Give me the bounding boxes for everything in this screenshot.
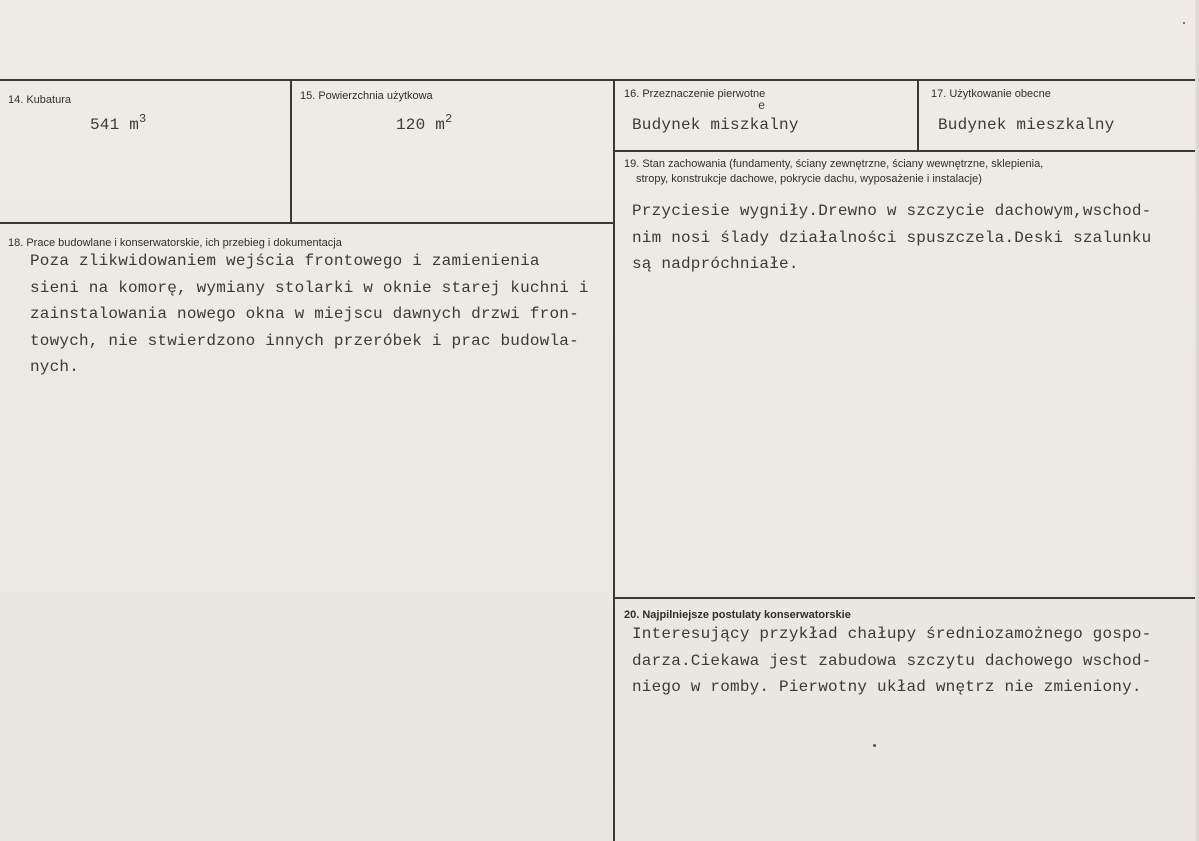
- field-18-line: Poza zlikwidowaniem wejścia frontowego i zamienienia: [30, 252, 540, 270]
- field-20-label: 20. Najpilniejsze postulaty konserwatorskie: [624, 609, 851, 621]
- field-18-line: towych, nie stwierdzono innych przeróbek i prac budowla-: [30, 331, 579, 350]
- field-14-value: [90, 112, 147, 134]
- field-17-value: Budynek mieszkalny: [938, 116, 1115, 134]
- field-17-label: 17. Użytkowanie obecne: [931, 88, 1051, 100]
- field-20-text: [632, 621, 1151, 701]
- field-20-line: darza.Ciekawa jest zabudowa szczytu dachowego wschod-: [632, 651, 1152, 670]
- field-16-correction: e: [758, 99, 766, 113]
- divider-main: [613, 79, 615, 841]
- field-15-value: [396, 112, 453, 134]
- divider-14-15: [290, 79, 292, 224]
- paper-speck: [873, 744, 876, 747]
- card-edge: [1195, 0, 1199, 841]
- field-18-label: 18. Prace budowlane i konserwatorskie, ich przebieg i dokumentacja: [8, 237, 342, 249]
- field-14-label: 14. Kubatura: [8, 94, 71, 106]
- field-18-line: nych.: [30, 358, 80, 376]
- field-19-line: Przyciesie wygniły.Drewno w szczycie dachowym,wschod-: [632, 202, 1152, 220]
- field-15-exponent: 2: [445, 112, 453, 126]
- field-19-label-line2: stropy, konstrukcje dachowe, pokrycie dachu, wyposażenie i instalacje): [636, 173, 982, 185]
- top-rule: [0, 79, 1199, 81]
- rule-f19-top: [614, 150, 1199, 152]
- field-20-line: niego w romby. Pierwotny układ wnętrz nie zmieniony.: [632, 678, 1142, 696]
- field-15-label: 15. Powierzchnia użytkowa: [300, 90, 433, 102]
- field-18-text: [30, 248, 589, 381]
- field-18-line: zainstalowania nowego okna w miejscu dawnych drzwi fron-: [30, 305, 579, 323]
- field-16-label: 16. Przeznaczenie pierwotne: [624, 88, 766, 100]
- rule-f20-top: [614, 597, 1199, 599]
- field-16-value: Budynek miszkalny: [632, 116, 799, 134]
- field-20-line: Interesujący przykład chałupy średniozamożnego gospo-: [632, 625, 1152, 643]
- rule-f18-top: [0, 222, 614, 224]
- divider-16-17: [917, 79, 919, 151]
- field-19-line: nim nosi ślady działalności spuszczela.Deski szalunku: [632, 228, 1152, 247]
- field-19-line: są nadpróchniałe.: [632, 255, 799, 273]
- field-14-exponent: 3: [139, 112, 147, 126]
- field-15-number: 120 m: [396, 116, 446, 134]
- field-19-text: [632, 198, 1151, 278]
- field-14-number: 541 m: [90, 116, 140, 134]
- field-18-line: sieni na komorę, wymiany stolarki w oknie starej kuchni i: [30, 278, 589, 297]
- field-19-label-line1: 19. Stan zachowania (fundamenty, ściany zewnętrzne, ściany wewnętrzne, sklepienia,: [624, 158, 1044, 170]
- paper-speck: [1183, 22, 1185, 24]
